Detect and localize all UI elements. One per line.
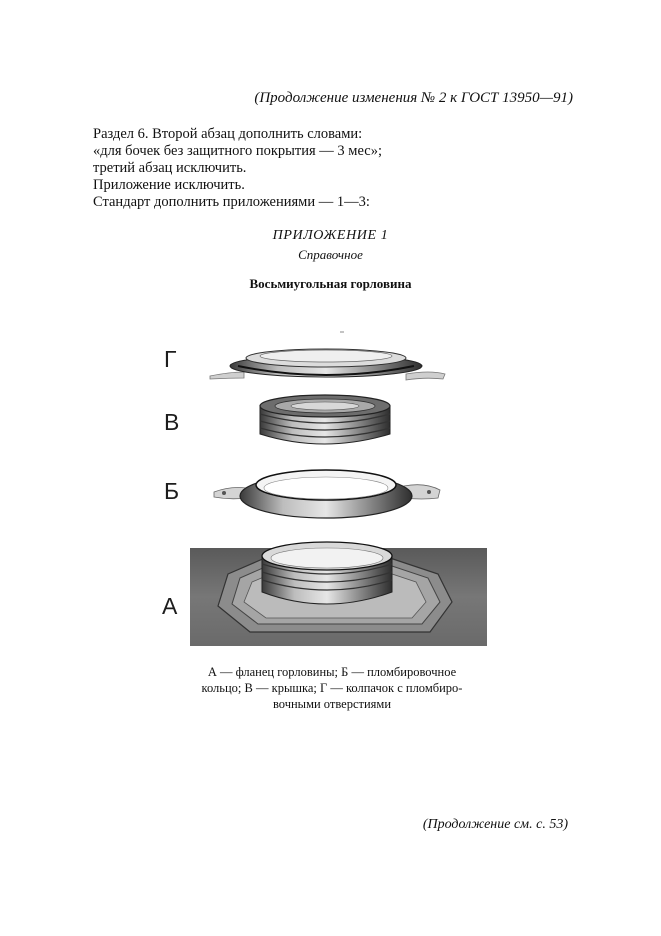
figure-title: Восьмиугольная горловина [249,276,412,291]
neck-flange-part-a [190,542,487,646]
continuation-header: (Продолжение изменения № 2 к ГОСТ 13950—91) [254,90,573,106]
cap-part-g [210,332,445,380]
octagonal-neck-figure [140,322,500,652]
text-line: Стандарт дополнить приложениями — 1—3: [93,194,370,210]
label-v: В [164,409,180,435]
label-a: А [162,593,178,619]
caption-line: А — фланец горловины; Б — пломбировочное [207,665,457,679]
figure-caption [160,664,504,712]
lid-part-v [260,395,390,444]
text-line: «для бочек без защитного покрытия — 3 мес»; [93,143,382,159]
exploded-assembly-drawing [140,322,500,652]
appendix-heading [0,228,661,263]
text-line: третий абзац исключить. [93,160,247,176]
caption-line: кольцо; В — крышка; Г — колпачок с пломбиро- [201,681,463,695]
text-line: Приложение исключить. [93,177,245,193]
appendix-subtitle: Справочное [298,247,363,262]
amendment-text [93,126,593,211]
caption-line: вочными отверстиями [272,697,392,711]
label-b: Б [164,478,180,504]
label-g: Г [164,346,177,372]
text-line: Раздел 6. Второй абзац дополнить словами: [93,126,363,142]
appendix-title: ПРИЛОЖЕНИЕ 1 [272,228,389,243]
continuation-footer: (Продолжение см. с. 53) [422,817,568,832]
sealing-ring-part-b [214,470,440,518]
